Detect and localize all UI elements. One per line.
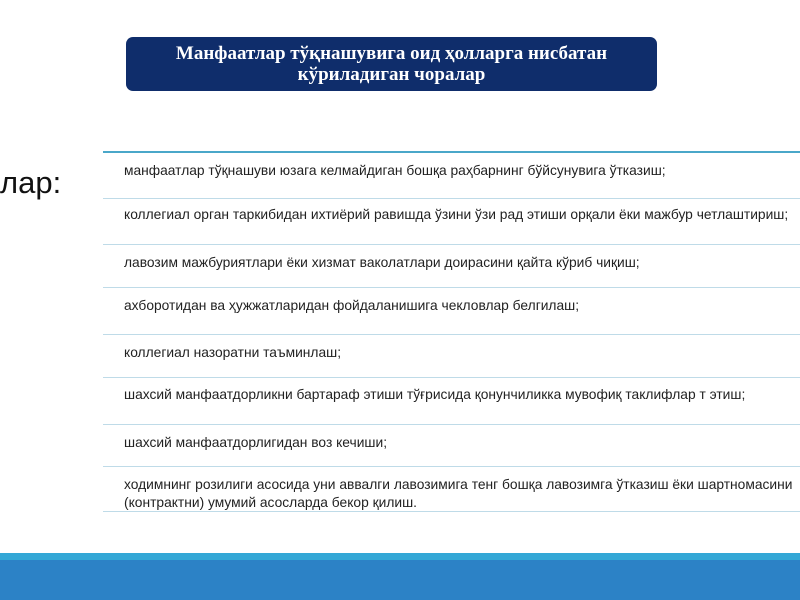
footer-bar bbox=[0, 560, 800, 600]
slide-title-text: Манфаатлар тўқнашувига оид ҳолларга нисбатан кўриладиган чоралар bbox=[175, 43, 608, 85]
list-item bbox=[103, 335, 800, 378]
list-item bbox=[103, 245, 800, 288]
list-item bbox=[103, 199, 800, 245]
list-item-text: ходимнинг розилиги асосида уни аввалги лавозимига тенг бошқа лавозимга ўтказиш ёки шартномасини (контрактни) умумий асосларда бекор қилиш. bbox=[124, 477, 793, 510]
list-item-text: коллегиал орган таркибидан ихтиёрий равишда ўзини ўзи рад этиши орқали ёки мажбур четлаштириш; bbox=[124, 207, 789, 222]
list-item bbox=[103, 378, 800, 425]
list-item-text: шахсий манфаатдорликни бартараф этиши тўғрисида қонунчиликка мувофиқ таклифлар т этиш; bbox=[124, 387, 746, 402]
list-item-text: лавозим мажбуриятлари ёки хизмат ваколатлари доирасини қайта кўриб чиқиш; bbox=[124, 255, 640, 270]
list-item bbox=[103, 288, 800, 335]
list-item bbox=[103, 153, 800, 199]
list-item-text: шахсий манфаатдорлигидан воз кечиши; bbox=[124, 435, 388, 450]
slide-title bbox=[126, 37, 657, 91]
list-item bbox=[103, 425, 800, 467]
footer-band bbox=[0, 553, 800, 560]
side-label: лар: bbox=[0, 165, 62, 200]
measures-list bbox=[103, 151, 800, 512]
list-item-text: ахборотидан ва ҳужжатларидан фойдаланишига чекловлар белгилаш; bbox=[124, 298, 580, 313]
list-item-text: манфаатлар тўқнашуви юзага келмайдиган бошқа раҳбарнинг бўйсунувига ўтказиш; bbox=[124, 163, 666, 178]
list-item-text: коллегиал назоратни таъминлаш; bbox=[124, 345, 342, 360]
list-item bbox=[103, 467, 800, 512]
